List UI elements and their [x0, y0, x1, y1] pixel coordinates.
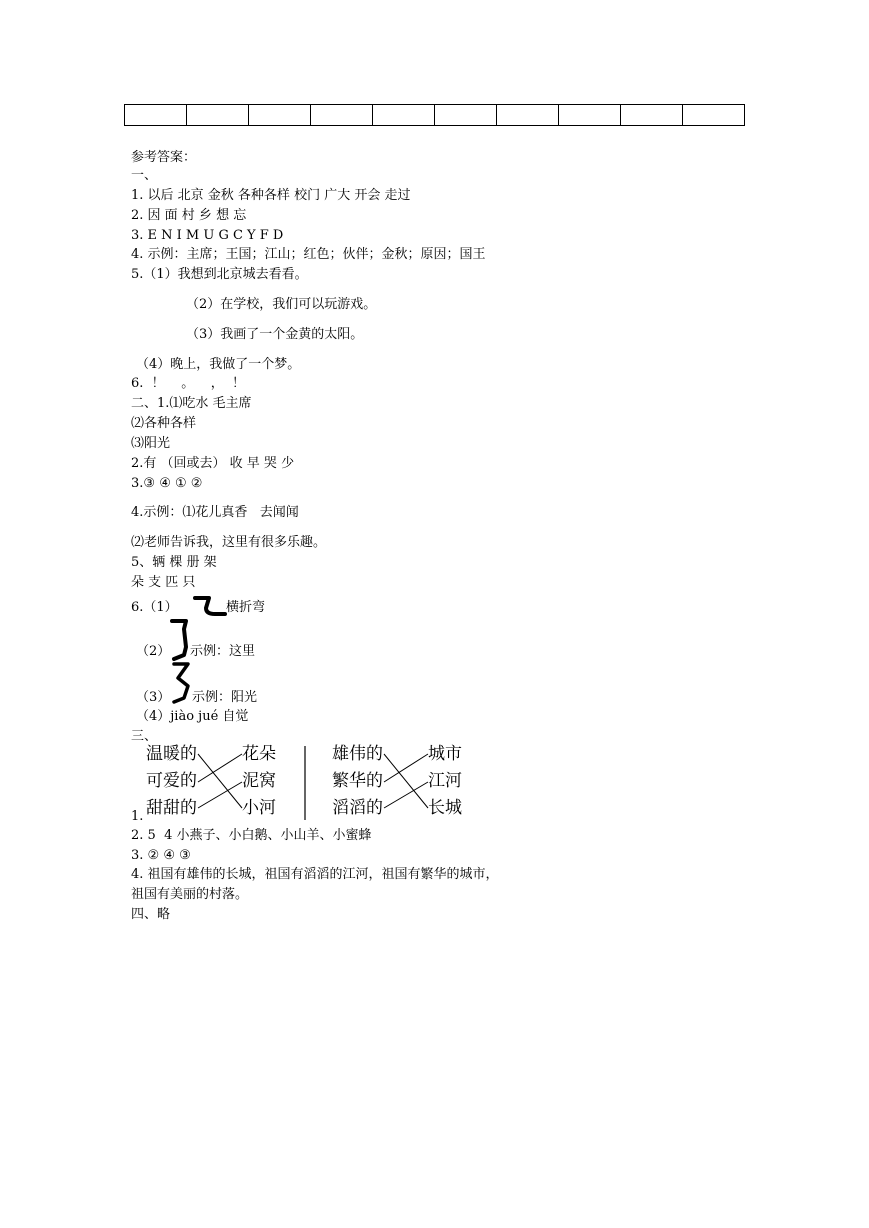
match-left-adj: 甜甜的: [146, 798, 197, 818]
grid-cell: [435, 105, 497, 126]
grid-cell: [559, 105, 621, 126]
section-1-heading: 一、: [131, 168, 158, 183]
answer-line: 4.示例：⑴花儿真香 去闻闻: [131, 505, 299, 520]
writing-grid: [124, 104, 745, 126]
answer-line: （3）我画了一个金黄的太阳。: [186, 327, 364, 342]
match-right-noun: 江河: [428, 771, 462, 791]
match-left-adj: 可爱的: [146, 771, 197, 791]
answer-line: ⑶阳光: [131, 436, 171, 451]
answer-line: 示例：阳光: [192, 690, 258, 705]
match-left-noun: 泥窝: [242, 771, 276, 791]
answer-line: 3.③ ④ ① ②: [131, 476, 203, 491]
grid-cell: [187, 105, 249, 126]
answer-line: （3）: [136, 690, 171, 705]
stroke-heng-zhe-wan-icon: [193, 592, 229, 618]
answer-line: ⑵老师告诉我，这里有很多乐趣。: [131, 535, 327, 550]
answer-line: 3. E N I M U G C Y F D: [131, 228, 284, 243]
answer-line: ⑵各种各样: [131, 416, 197, 431]
match-left-adj: 温暖的: [146, 744, 197, 764]
stroke-heng-zhe-zhe-gou-icon: [170, 660, 194, 706]
answer-line: （4）jiào jué 自觉: [136, 709, 249, 724]
answer-line: 横折弯: [226, 600, 266, 615]
answer-line: 1. 以后 北京 金秋 各种各样 校门 广大 开会 走过: [131, 188, 411, 203]
answer-line: 4. 示例：主席；王国；江山；红色；伙伴；金秋；原因；国王: [131, 247, 486, 262]
match-right-adj: 滔滔的: [332, 798, 383, 818]
match-left-noun: 小河: [242, 798, 276, 818]
answer-line: 2. 因 面 村 乡 想 忘: [131, 208, 247, 223]
grid-cell: [497, 105, 559, 126]
answer-line: 祖国有美丽的村落。: [131, 887, 249, 902]
answer-line: 5.（1）我想到北京城去看看。: [131, 267, 308, 282]
match-right-adj: 繁华的: [332, 771, 383, 791]
grid-cell: [125, 105, 187, 126]
grid-cell: [683, 105, 745, 126]
match-right-noun: 城市: [428, 744, 462, 764]
match-right-adj: 雄伟的: [332, 744, 383, 764]
grid-cell: [311, 105, 373, 126]
grid-cell: [249, 105, 311, 126]
section-2-heading: 二、1.⑴吃水 毛主席: [131, 396, 252, 411]
answer-line: 4. 祖国有雄伟的长城，祖国有滔滔的江河，祖国有繁华的城市，: [131, 867, 499, 882]
answer-line: 1.: [131, 809, 144, 824]
section-3-heading: 三、: [131, 729, 158, 744]
grid-cell: [373, 105, 435, 126]
answer-line: （2）在学校，我们可以玩游戏。: [186, 297, 377, 312]
answer-line: （2）: [136, 644, 171, 659]
answer-line: 3. ② ④ ③: [131, 848, 191, 863]
answer-title: 参考答案：: [131, 150, 197, 165]
answer-line: （4）晚上，我做了一个梦。: [136, 357, 301, 372]
grid-cell: [621, 105, 683, 126]
answer-line: 示例：这里: [190, 644, 256, 659]
answer-line: 6. ！ 。 ， ！: [131, 376, 245, 391]
section-4-heading: 四、略: [131, 907, 171, 922]
answer-line: 朵 支 匹 只: [131, 575, 196, 590]
match-right-noun: 长城: [428, 798, 462, 818]
answer-line: 2. 5 4 小燕子、小白鹅、小山羊、小蜜蜂: [131, 828, 372, 843]
matching-exercise: [146, 744, 476, 822]
answer-line: 2.有 （回或去） 收 早 哭 少: [131, 456, 295, 471]
answer-line: 5、辆 棵 册 架: [131, 555, 217, 570]
match-left-noun: 花朵: [242, 744, 276, 764]
stroke-heng-zhe-gou-icon: [168, 617, 192, 661]
answer-line: 6.（1）: [131, 600, 178, 615]
